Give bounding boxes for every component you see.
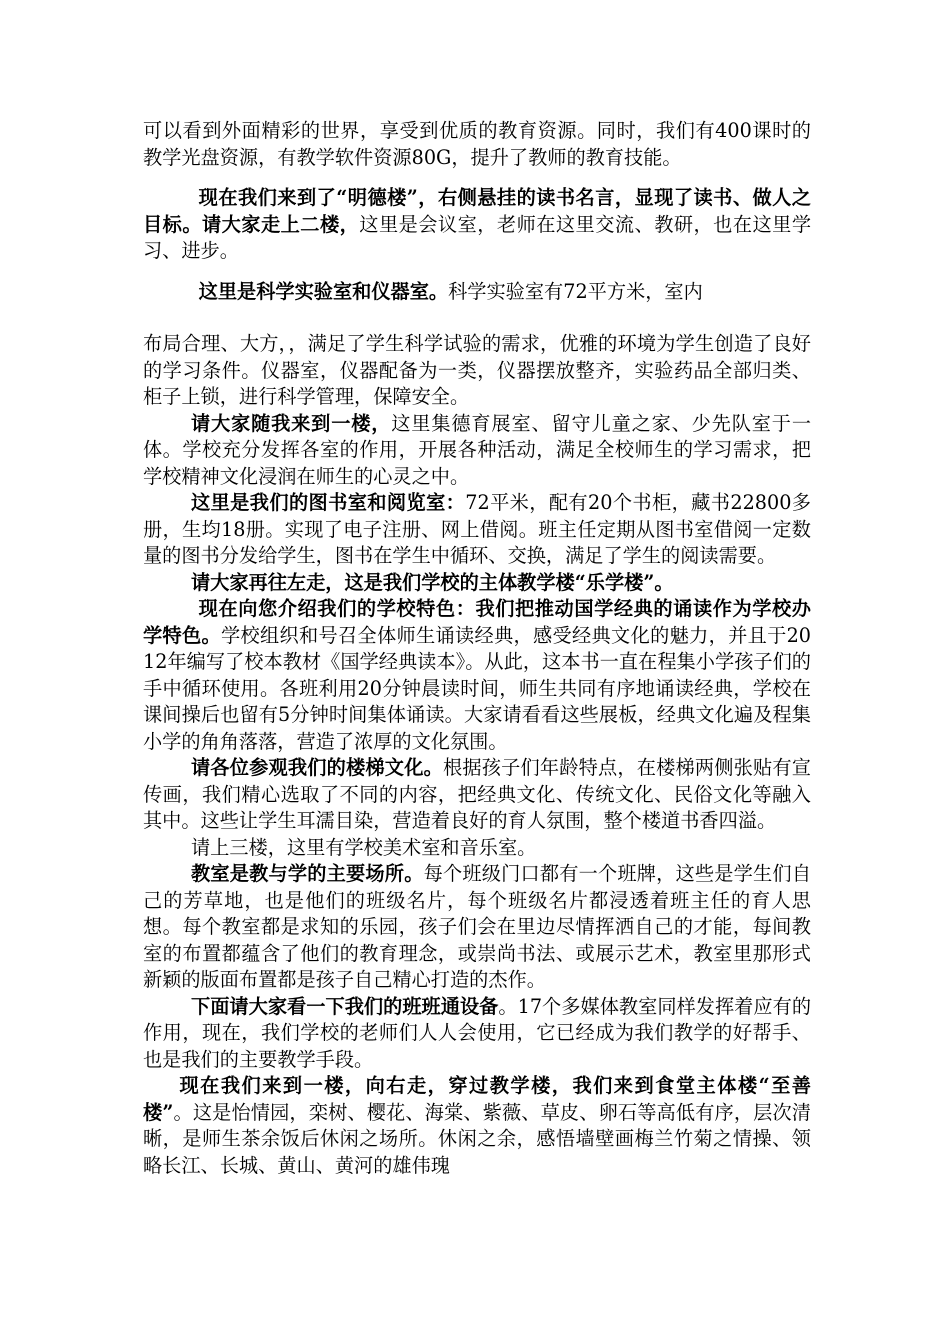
paragraph-9: 请各位参观我们的楼梯文化。根据孩子们年龄特点，在楼梯两侧张贴有宣传画，我们精心选取了不同的内容，把经典文化、传统文化、民俗文化等融入其中。这些让学生耳濡目染，营造着良好的育人氛围，整个楼道书香四溢。: [143, 756, 811, 832]
paragraph-4: 布局合理、大方，，满足了学生科学试验的需求，优雅的环境为学生创造了良好的学习条件。仪器室，仪器配备为一类，仪器摆放整齐，实验药品全部归类、柜子上锁，进行科学管理，保障安全。: [143, 332, 811, 408]
paragraph-13: 现在我们来到一楼，向右走，穿过教学楼，我们来到食堂主体楼“至善楼”。这是怡情园，栾树、樱花、海棠、紫薇、草皮、卵石等高低有序，层次清晰，是师生茶余饭后休闲之场所。休闲之余，感悟墙壁画梅兰竹菊之情操、领略长江、长城、黄山、黄河的雄伟瑰: [143, 1074, 811, 1177]
paragraph-5: 请大家随我来到一楼，这里集德育展室、留守儿童之家、少先队室于一体。学校充分发挥各室的作用，开展各种活动，满足全校师生的学习需求，把学校精神文化浸润在师生的心灵之中。: [143, 411, 812, 488]
paragraph-10: 请上三楼，这里有学校美术室和音乐室。: [191, 835, 537, 859]
paragraph-1: 可以看到外面精彩的世界，享受到优质的教育资源。同时，我们有400课时的教学光盘资源，有教学软件资源80G，提升了教师的教育技能。: [143, 119, 811, 169]
paragraph-2: 现在我们来到了“明德楼”，右侧悬挂的读书名言，显现了读书、做人之目标。请大家走上二楼，这里是会议室，老师在这里交流、教研，也在这里学习、进步。: [143, 186, 812, 262]
paragraph-6: 这里是我们的图书室和阅览室：72平米，配有20个书柜，藏书22800多册，生均18册。实现了电子注册、网上借阅。班主任定期从图书室借阅一定数量的图书分发给学生，图书在学生中循环、交换，满足了学生的阅读需要。: [143, 491, 811, 567]
paragraph-11: 教室是教与学的主要场所。每个班级门口都有一个班牌，这些是学生们自己的芳草地，也是他们的班级名片，每个班级名片都浸透着班主任的育人思想。每个教室都是求知的乐园，孩子们会在里边尽情挥洒自己的才能，每间教室的布置都蕴含了他们的教育理念，或崇尚书法、或展示艺术，教室里那形式新颖的版面布置都是孩子自己精心打造的杰作。: [143, 862, 812, 991]
document-page: [143, 118, 811, 1179]
paragraph-7: 请大家再往左走，这是我们学校的主体教学楼“乐学楼”。: [191, 570, 674, 594]
paragraph-3: 这里是科学实验室和仪器室。科学实验室有72平方米，室内: [198, 279, 703, 303]
paragraph-8: 现在向您介绍我们的学校特色：我们把推动国学经典的诵读作为学校办学特色。学校组织和号召全体师生诵读经典，感受经典文化的魅力，并且于2012年编写了校本教材《国学经典读本》。从此，这本书一直在程集小学孩子们的手中循环使用。各班利用20分钟晨读时间，师生共同有序地诵读经典，学校在课间操后也留有5分钟时间集体诵读。大家请看看这些展板，经典文化遍及程集小学的角角落落，营造了浓厚的文化氛围。: [143, 597, 811, 753]
paragraph-12: 下面请大家看一下我们的班班通设备。17个多媒体教室同样发挥着应有的作用，现在，我们学校的老师们人人会使用，它已经成为我们教学的好帮手、也是我们的主要教学手段。: [143, 994, 812, 1071]
